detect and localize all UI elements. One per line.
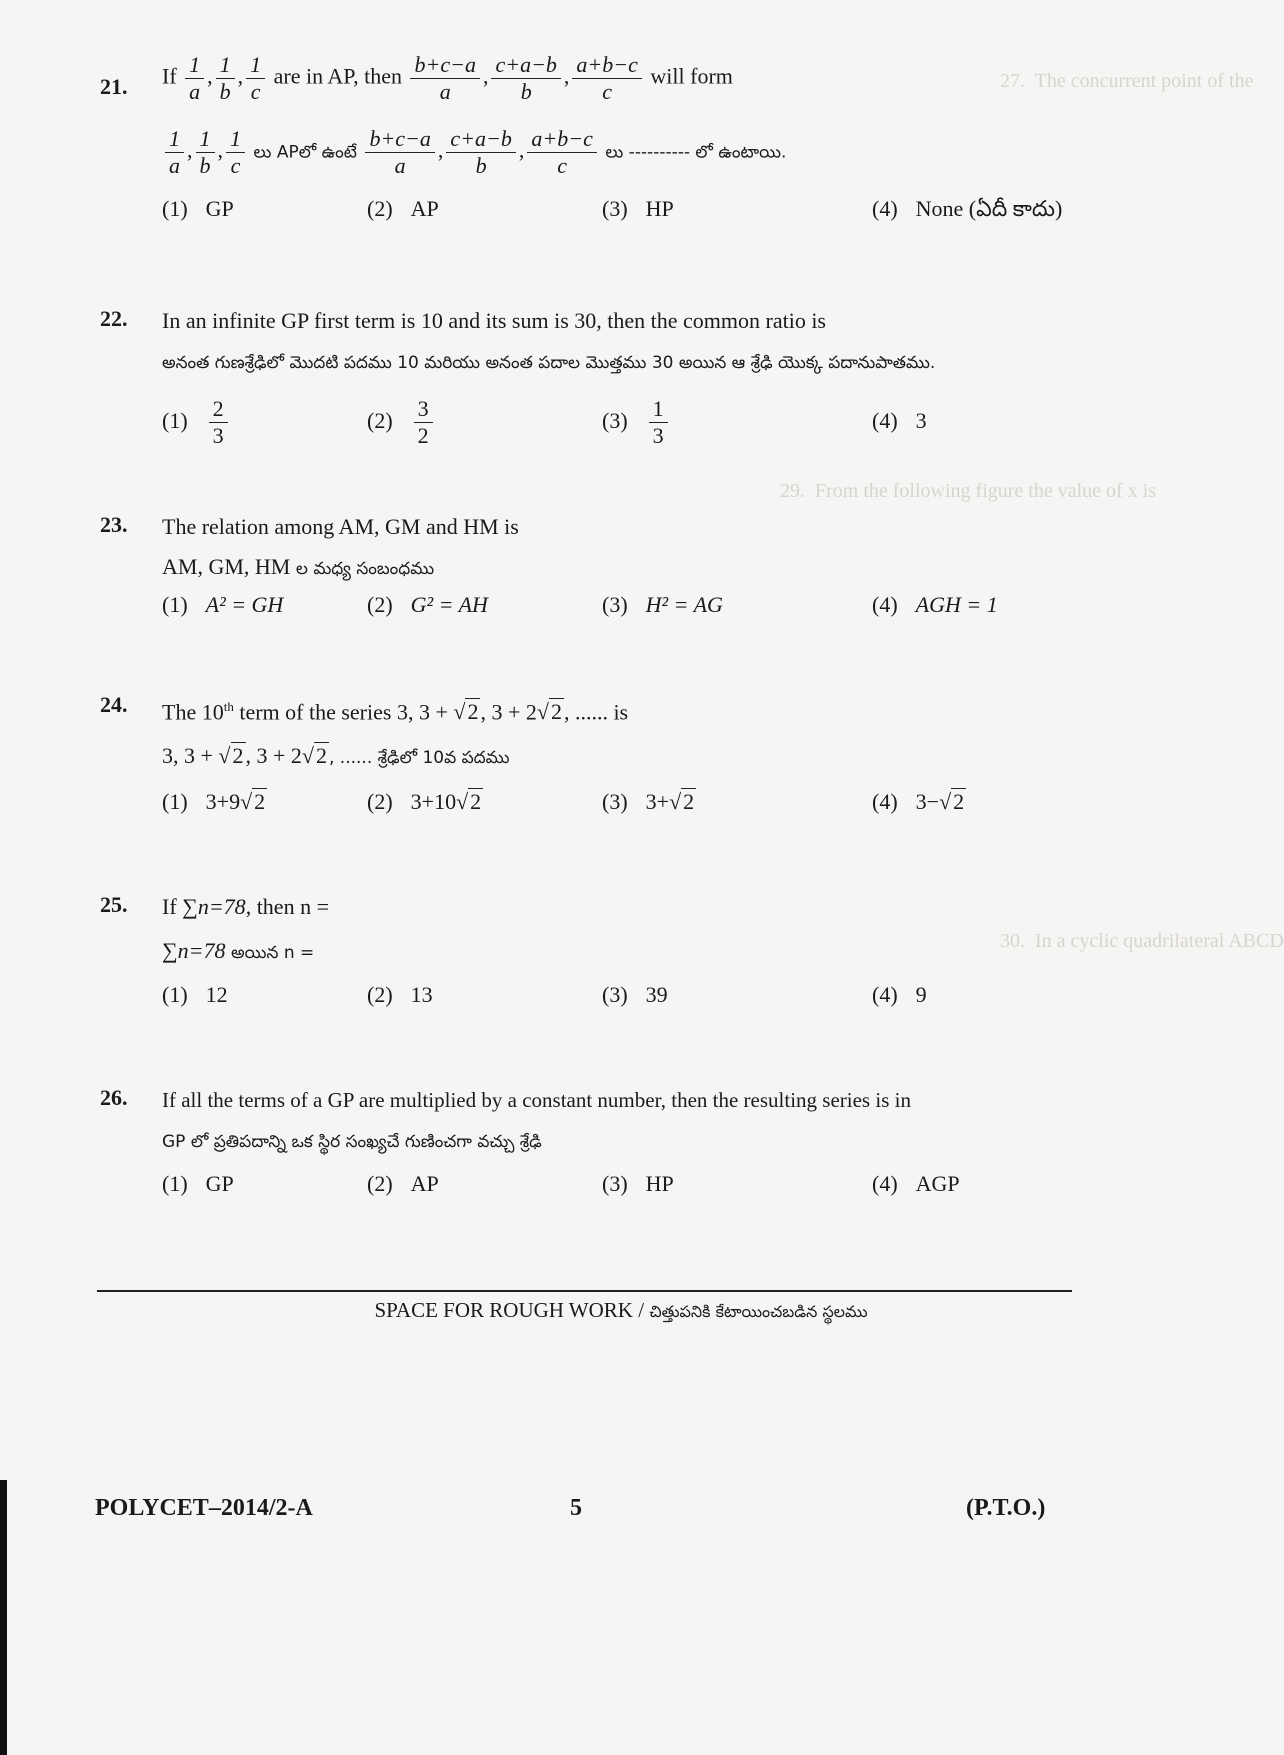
- question-text-te: 3, 3 + √2, 3 + 2√2 , ...... శ్రేఢిలో 10వ పదము: [162, 743, 510, 769]
- option-2[interactable]: (2) AP: [367, 1171, 439, 1196]
- options: [162, 1171, 1140, 1219]
- question-text-en: If $\frac{1}{a}$ , $\frac{1}{b}$ , $\frac{1}{c}$ are in AP, then $\frac{b+c-a}{a}$ , $\frac{c+a-b}{b}$ , $\frac{a+b-c}{c}$ will form: [162, 52, 733, 104]
- option-1[interactable]: (1) $\frac{2}{3}$: [162, 396, 231, 449]
- options: [162, 789, 1140, 837]
- options: [162, 592, 1140, 640]
- question-number: 22.: [100, 306, 128, 331]
- option-2[interactable]: (2) 13: [367, 982, 433, 1007]
- option-3[interactable]: (3) H² = AG: [602, 592, 723, 617]
- question-text-te: $\frac{1}{a}$ , $\frac{1}{b}$ , $\frac{1}{c}$ లు APలో ఉంటే $\frac{b+c-a}{a}$ , $\frac{c+a-b}{b}$ , $\frac{a+b-c}{c}$ లు ---------- లో ఉంటాయి.: [162, 126, 1140, 188]
- option-1[interactable]: (1) 3+9√2: [162, 789, 266, 815]
- option-4[interactable]: (4) 3−√2: [872, 789, 965, 815]
- option-4[interactable]: (4) AGP: [872, 1171, 960, 1196]
- option-2[interactable]: (2) AP: [367, 196, 439, 221]
- option-2[interactable]: (2) G² = AH: [367, 592, 488, 617]
- question-number: 21.: [100, 74, 128, 99]
- option-1[interactable]: (1) A² = GH: [162, 592, 284, 617]
- option-3[interactable]: (3) 3+√2: [602, 789, 695, 815]
- option-4[interactable]: (4) 9: [872, 982, 927, 1007]
- option-3[interactable]: (3) HP: [602, 1171, 674, 1196]
- option-3[interactable]: (3) 39: [602, 982, 668, 1007]
- options: [162, 196, 1140, 244]
- show-through-text: 30. In a cyclic quadrilateral ABCD: [1000, 930, 1284, 952]
- show-through-text: 29. From the following figure the value of x is: [780, 480, 1157, 502]
- question-text-en: If ∑n=78, then n =: [162, 894, 329, 919]
- option-3[interactable]: (3) $\frac{1}{3}$: [602, 396, 671, 449]
- option-1[interactable]: (1) GP: [162, 196, 234, 221]
- question-text-en: The 10th term of the series 3, 3 + √2, 3 + 2√2, ...... is: [162, 699, 629, 725]
- page-number: 5: [570, 1495, 582, 1521]
- pto-label: (P.T.O.): [966, 1495, 1046, 1521]
- paper-code: POLYCET–2014/2-A: [95, 1495, 313, 1521]
- option-3[interactable]: (3) HP: [602, 196, 674, 221]
- question-number: 23.: [100, 512, 128, 537]
- question-text-te: ∑n=78 అయిన n =: [162, 938, 315, 963]
- options: [162, 396, 1140, 462]
- question-number: 26.: [100, 1085, 128, 1110]
- rough-work-label: SPACE FOR ROUGH WORK / చిత్తుపనికి కేటాయించబడిన స్థలము: [374, 1298, 868, 1322]
- question-number: 25.: [100, 892, 128, 917]
- rough-work-divider: [97, 1290, 1072, 1292]
- question-text-te: AM, GM, HM ల మధ్య సంబంధము: [162, 554, 435, 579]
- option-4[interactable]: (4) 3: [872, 408, 927, 433]
- question-text-en: The relation among AM, GM and HM is: [162, 514, 519, 539]
- question-number: 24.: [100, 692, 128, 717]
- option-4[interactable]: (4) AGH = 1: [872, 592, 998, 617]
- options: [162, 982, 1140, 1030]
- question-text-te: అనంత గుణశ్రేఢిలో మొదటి పదము 10 మరియు అనంత పదాల మొత్తము 30 అయిన ఆ శ్రేఢి యొక్క పదానుపాతము.: [162, 353, 936, 373]
- option-4[interactable]: (4) None (ఏదీ కాదు): [872, 196, 1063, 221]
- option-1[interactable]: (1) GP: [162, 1171, 234, 1196]
- question-text-te: GP లో ప్రతిపదాన్ని ఒక స్థిర సంఖ్యచే గుణించగా వచ్చు శ్రేఢి: [162, 1132, 542, 1152]
- binding-strip: [0, 1480, 7, 1755]
- option-2[interactable]: (2) $\frac{3}{2}$: [367, 396, 436, 449]
- show-through-text: 27. The concurrent point of the: [1000, 70, 1254, 92]
- option-2[interactable]: (2) 3+10√2: [367, 789, 482, 815]
- option-1[interactable]: (1) 12: [162, 982, 228, 1007]
- question-text-en: In an infinite GP first term is 10 and its sum is 30, then the common ratio is: [162, 308, 826, 333]
- question-text-en: If all the terms of a GP are multiplied by a constant number, then the resulting series is in: [162, 1088, 911, 1112]
